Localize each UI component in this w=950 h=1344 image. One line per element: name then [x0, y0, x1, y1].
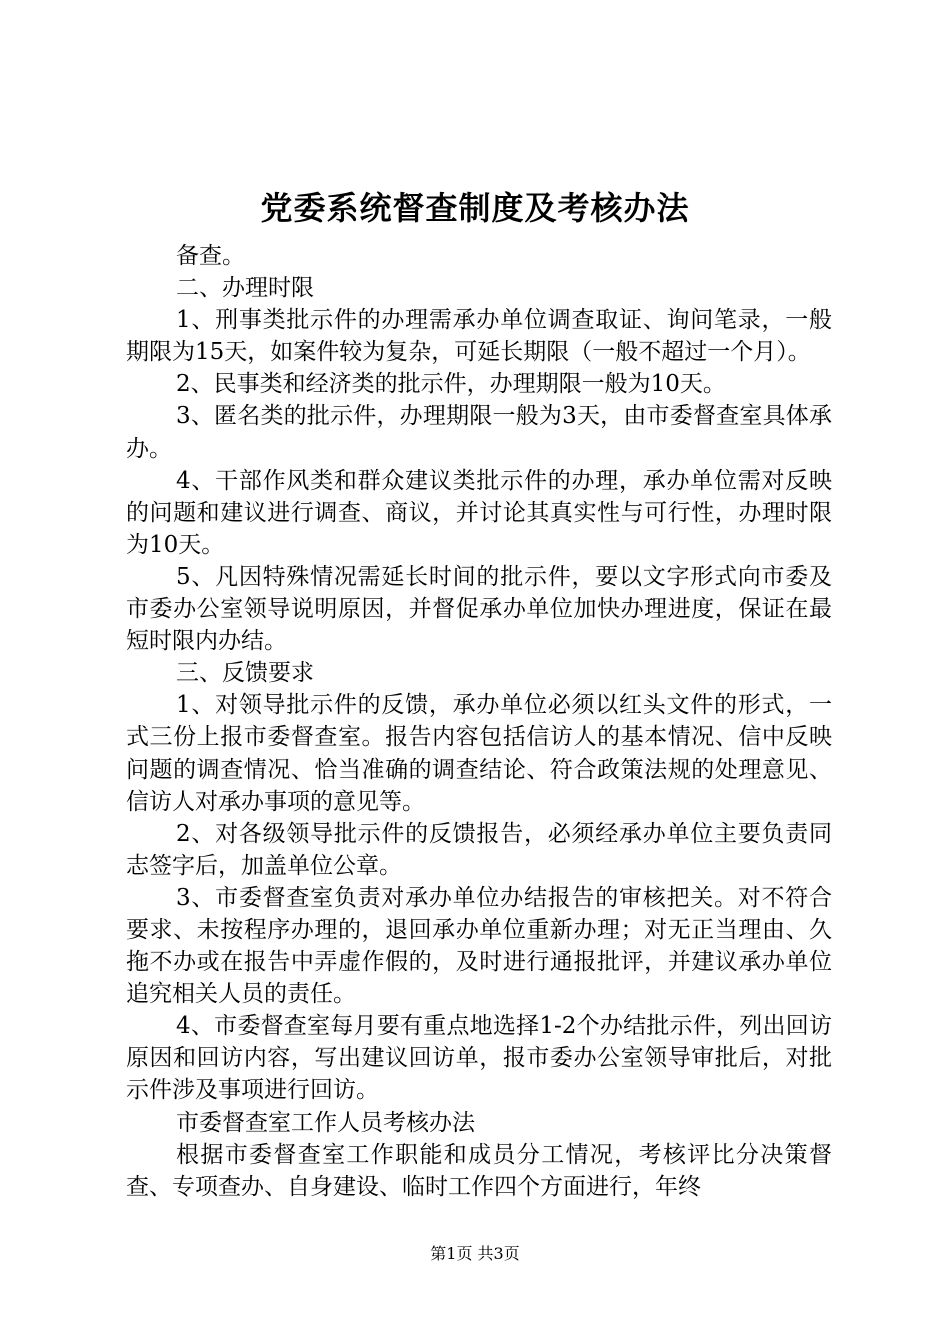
document-title: 党委系统督查制度及考核办法 [260, 189, 690, 227]
paragraph: 备查。 [176, 243, 245, 269]
paragraph: 5、凡因特殊情况需延长时间的批示件，要以文字形式向市委及市委办公室领导说明原因，并督促承办单位加快办理进度，保证在最短时限内办结。 [126, 563, 832, 655]
paragraph: 4、干部作风类和群众建议类批示件的办理，承办单位需对反映的问题和建议进行调查、商议，并讨论其真实性与可行性，办理时限为10天。 [126, 467, 832, 558]
paragraph: 2、对各级领导批示件的反馈报告，必须经承办单位主要负责同志签字后，加盖单位公章。 [126, 820, 832, 879]
paragraph: 根据市委督查室工作职能和成员分工情况，考核评比分决策督查、专项查办、自身建设、临时工作四个方面进行，年终 [126, 1141, 832, 1200]
document-body [126, 240, 832, 1203]
paragraph: 1、对领导批示件的反馈，承办单位必须以红头文件的形式，一式三份上报市委督查室。报告内容包括信访人的基本情况、信中反映问题的调查情况、恰当准确的调查结论、符合政策法规的处理意见、信访人对承办事项的意见等。 [126, 692, 832, 815]
paragraph: 1、刑事类批示件的办理需承办单位调查取证、询问笔录，一般期限为15天，如案件较为复杂，可延长期限（一般不超过一个月）。 [126, 307, 832, 366]
section-heading: 二、办理时限 [176, 275, 314, 302]
paragraph: 3、匿名类的批示件，办理期限一般为3天，由市委督查室具体承办。 [126, 403, 832, 462]
page-footer: 第1页 共3页 [430, 1244, 520, 1263]
paragraph: 4、市委督查室每月要有重点地选择1-2个办结批示件，列出回访原因和回访内容，写出建议回访单，报市委办公室领导审批后，对批示件涉及事项进行回访。 [126, 1013, 832, 1104]
paragraph: 3、市委督查室负责对承办单位办结报告的审核把关。对不符合要求、未按程序办理的，退回承办单位重新办理；对无正当理由、久拖不办或在报告中弄虚作假的，及时进行通报批评，并建议承办单位追究相关人员的责任。 [126, 884, 832, 1008]
paragraph: 2、民事类和经济类的批示件，办理期限一般为10天。 [176, 371, 726, 398]
section-heading: 三、反馈要求 [176, 660, 314, 687]
section-heading: 市委督查室工作人员考核办法 [176, 1109, 475, 1136]
